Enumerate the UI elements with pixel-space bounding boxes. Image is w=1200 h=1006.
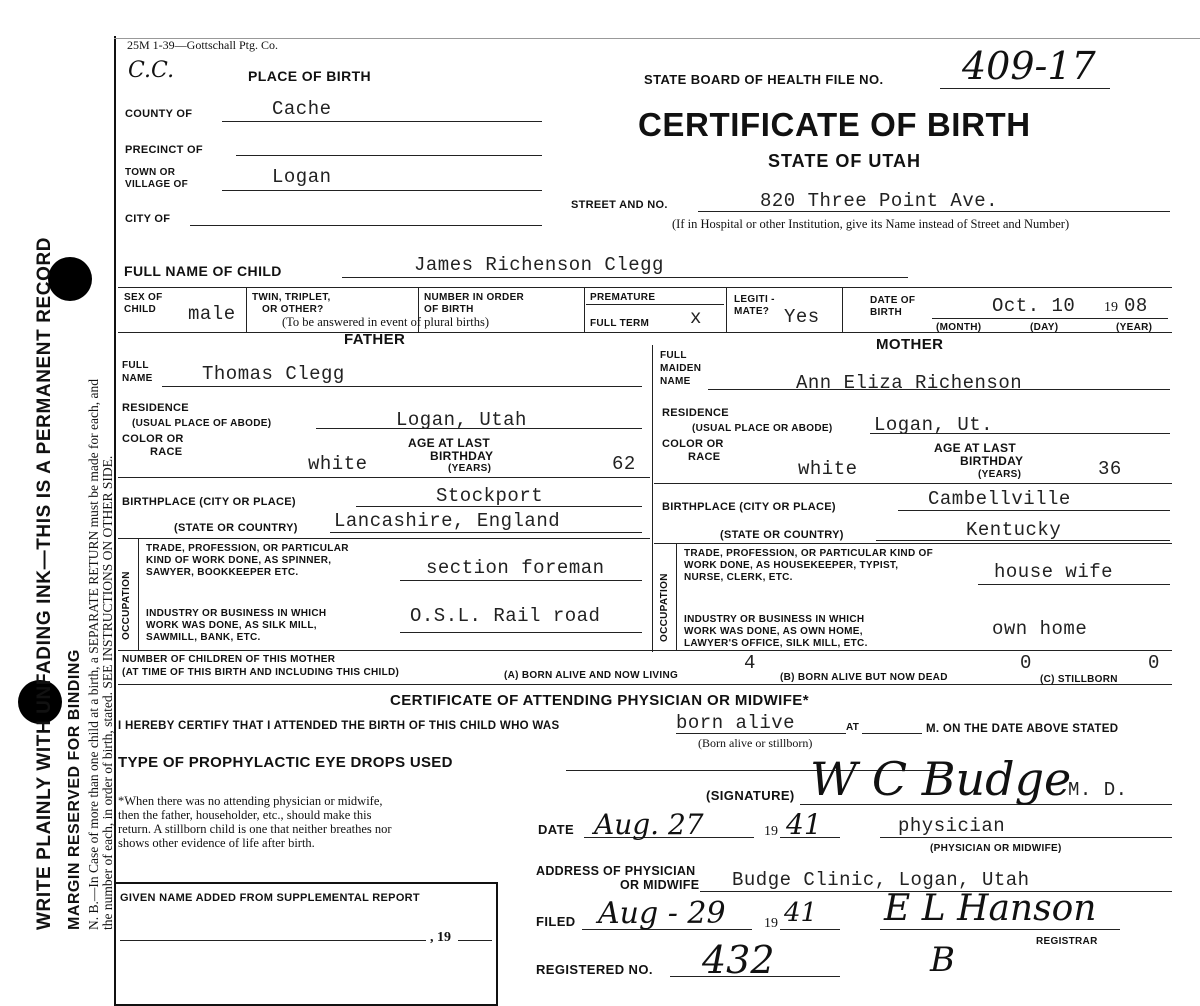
filed-label: FILED	[536, 914, 576, 929]
father-abode-label: (USUAL PLACE OF ABODE)	[132, 418, 272, 429]
mother-state-label: (STATE OR COUNTRY)	[720, 529, 844, 541]
day-caption: (DAY)	[1030, 322, 1059, 333]
registered-no-value: 432	[702, 938, 775, 982]
margin-note-line1: N. B.—In Case of more than one child at a birth, a SEPARATE RETURN must be made for each, and	[86, 378, 101, 930]
date-of-birth-month-day: Oct. 10	[992, 295, 1076, 317]
registrar-mark: B	[930, 940, 955, 980]
m-label: M. ON THE DATE ABOVE STATED	[926, 723, 1119, 735]
street-note: (If in Hospital or other Institution, give its Name instead of Street and Number)	[672, 217, 1070, 231]
date-of-birth-year: 08	[1124, 295, 1148, 317]
physician-signature: W C Budge	[810, 752, 1072, 806]
mother-color-label-1: COLOR OR	[662, 438, 724, 450]
certify-text: I HEREBY CERTIFY THAT I ATTENDED THE BIRTH OF THIS CHILD WHO WAS	[118, 720, 560, 732]
father-residence-value: Logan, Utah	[396, 409, 527, 431]
footnote-line-4: shows other evidence of life after birth.	[118, 836, 315, 850]
mother-occupation-label: OCCUPATION	[659, 573, 670, 642]
father-trade-label-1: TRADE, PROFESSION, OR PARTICULAR	[146, 543, 349, 554]
margin-note-line2: the number of each, in order of birth, stated. SEE INSTRUCTIONS ON OTHER SIDE.	[100, 455, 115, 930]
registered-no-label: REGISTERED NO.	[536, 962, 653, 977]
stillborn-label: (C) STILLBORN	[1040, 674, 1118, 685]
plural-note: (To be answered in event of plural births)	[282, 315, 490, 329]
child-name-value: James Richenson Clegg	[414, 254, 664, 276]
child-name-label: FULL NAME OF CHILD	[124, 263, 282, 279]
children-label-2: (AT TIME OF THIS BIRTH AND INCLUDING THIS CHILD)	[122, 667, 400, 678]
father-industry-label-3: SAWMILL, BANK, ETC.	[146, 632, 261, 643]
mother-industry-label-2: WORK WAS DONE, AS OWN HOME,	[684, 626, 863, 637]
file-no-value: 409-17	[962, 44, 1096, 88]
premature-label: PREMATURE	[590, 292, 656, 303]
mother-color-value: white	[798, 458, 858, 480]
physician-title-value: physician	[898, 815, 1006, 837]
mother-trade-label-1: TRADE, PROFESSION, OR PARTICULAR KIND OF	[684, 548, 934, 559]
father-name-value: Thomas Clegg	[202, 363, 345, 385]
father-trade-label-3: SAWYER, BOOKKEEPER ETC.	[146, 567, 299, 578]
street-value: 820 Three Point Ave.	[760, 190, 999, 212]
date-signed-year-prefix: 19	[764, 824, 778, 839]
father-industry-label-1: INDUSTRY OR BUSINESS IN WHICH	[146, 608, 327, 619]
at-label: AT	[846, 722, 860, 733]
mother-full-label-1: FULL	[660, 350, 687, 361]
father-heading: FATHER	[344, 331, 406, 348]
father-birthplace-value: Stockport	[436, 485, 544, 507]
legitimate-label-2: MATE?	[734, 306, 770, 317]
father-full-label-1: FULL	[122, 360, 149, 371]
legitimate-value: Yes	[784, 306, 820, 328]
twin-label-2: OR OTHER?	[262, 304, 324, 315]
supplemental-year-prefix: , 19	[430, 930, 451, 945]
month-caption: (MONTH)	[936, 322, 982, 333]
mother-age-label-3: (YEARS)	[978, 469, 1022, 480]
certificate-subtitle: STATE OF UTAH	[768, 151, 921, 171]
father-age-label-3: (YEARS)	[448, 463, 492, 474]
father-occupation-label: OCCUPATION	[121, 571, 132, 640]
physician-heading: CERTIFICATE OF ATTENDING PHYSICIAN OR MIDWIFE*	[390, 692, 809, 709]
stillborn-value: 0	[1148, 652, 1160, 674]
father-full-label-2: NAME	[122, 373, 153, 384]
margin-binding-label: MARGIN RESERVED FOR BINDING	[66, 649, 83, 930]
date-of-birth-label-2: BIRTH	[870, 307, 903, 318]
order-label-1: NUMBER IN ORDER	[424, 292, 525, 303]
mother-birthplace-value: Cambellville	[928, 488, 1071, 510]
born-alive-value: 4	[744, 652, 756, 674]
sex-label-1: SEX OF	[124, 292, 163, 303]
date-signed-year: 41	[786, 808, 822, 841]
file-no-label: STATE BOARD OF HEALTH FILE NO.	[644, 72, 884, 87]
sex-value: male	[188, 303, 236, 325]
filed-date-value: Aug - 29	[598, 896, 726, 931]
twin-label-1: TWIN, TRIPLET,	[252, 292, 331, 303]
mother-trade-value: house wife	[994, 561, 1114, 583]
filed-year-prefix: 19	[764, 916, 778, 931]
now-dead-value: 0	[1020, 652, 1032, 674]
legitimate-label-1: LEGITI -	[734, 294, 775, 305]
eye-drops-label: TYPE OF PROPHYLACTIC EYE DROPS USED	[118, 754, 453, 771]
date-of-birth-label-1: DATE OF	[870, 295, 916, 306]
father-age-value: 62	[612, 453, 636, 475]
born-alive-label: (A) BORN ALIVE AND NOW LIVING	[504, 670, 679, 681]
full-term-value: x	[690, 307, 702, 329]
certificate-title: CERTIFICATE OF BIRTH	[638, 106, 1031, 143]
mother-residence-label: RESIDENCE	[662, 407, 729, 419]
father-state-value: Lancashire, England	[334, 510, 561, 532]
mother-trade-label-3: NURSE, CLERK, ETC.	[684, 572, 793, 583]
street-label: STREET AND NO.	[571, 199, 668, 211]
father-trade-value: section foreman	[426, 557, 605, 579]
sex-label-2: CHILD	[124, 304, 157, 315]
father-color-label-1: COLOR OR	[122, 433, 184, 445]
footnote-line-3: return. A stillborn child is one that neither breathes nor	[118, 822, 392, 836]
footnote-line-2: then the father, householder, etc., should make this	[118, 808, 372, 822]
mother-state-value: Kentucky	[966, 519, 1062, 541]
mother-name-value: Ann Eliza Richenson	[796, 372, 1023, 394]
registrar-signature: E L Hanson	[884, 888, 1097, 929]
date-signed-label: DATE	[538, 822, 575, 837]
date-signed-value: Aug. 27	[594, 808, 704, 841]
father-age-label-2: BIRTHDAY	[430, 449, 494, 463]
mother-color-label-2: RACE	[688, 451, 721, 463]
mother-age-label-2: BIRTHDAY	[960, 454, 1024, 468]
now-dead-label: (B) BORN ALIVE BUT NOW DEAD	[780, 672, 948, 683]
full-term-label: FULL TERM	[590, 318, 650, 329]
father-age-label-1: AGE AT LAST	[408, 436, 490, 450]
mother-trade-label-2: WORK DONE, AS HOUSEKEEPER, TYPIST,	[684, 560, 899, 571]
father-birthplace-label: BIRTHPLACE (CITY OR PLACE)	[122, 496, 296, 508]
father-state-label: (STATE OR COUNTRY)	[174, 522, 298, 534]
physician-address-value: Budge Clinic, Logan, Utah	[732, 869, 1030, 891]
md-suffix: M. D.	[1068, 779, 1128, 801]
father-color-value: white	[308, 453, 368, 475]
supplemental-label: GIVEN NAME ADDED FROM SUPPLEMENTAL REPORT	[120, 892, 420, 904]
mother-age-value: 36	[1098, 458, 1122, 480]
mother-full-label-3: NAME	[660, 376, 691, 387]
mother-birthplace-label: BIRTHPLACE (CITY OR PLACE)	[662, 501, 836, 513]
mother-industry-label-1: INDUSTRY OR BUSINESS IN WHICH	[684, 614, 865, 625]
order-label-2: OF BIRTH	[424, 304, 474, 315]
year-caption: (YEAR)	[1116, 322, 1153, 333]
address-label-1: ADDRESS OF PHYSICIAN	[536, 864, 696, 878]
father-industry-value: O.S.L. Rail road	[410, 605, 601, 627]
town-value: Logan	[272, 166, 332, 188]
mother-abode-label: (USUAL PLACE OR ABODE)	[692, 423, 833, 434]
place-of-birth-heading: PLACE OF BIRTH	[248, 68, 372, 84]
mother-industry-value: own home	[992, 618, 1088, 640]
mother-heading: MOTHER	[876, 336, 944, 353]
mother-residence-value: Logan, Ut.	[874, 414, 994, 436]
born-status-caption: (Born alive or stillborn)	[698, 736, 813, 750]
registrar-label: REGISTRAR	[1036, 936, 1098, 947]
filed-year: 41	[784, 898, 818, 928]
margin-warning: WRITE PLAINLY WITH UNFADING INK—THIS IS A PERMANENT RECORD	[34, 236, 55, 930]
signature-label: (SIGNATURE)	[706, 788, 795, 803]
father-color-label-2: RACE	[150, 446, 183, 458]
father-residence-label: RESIDENCE	[122, 402, 189, 414]
footnote-line-1: *When there was no attending physician or midwife,	[118, 794, 383, 808]
mother-age-label-1: AGE AT LAST	[934, 441, 1016, 455]
city-label: CITY OF	[125, 213, 171, 225]
father-industry-label-2: WORK WAS DONE, AS SILK MILL,	[146, 620, 317, 631]
children-label-1: NUMBER OF CHILDREN OF THIS MOTHER	[122, 654, 336, 665]
county-label: COUNTY OF	[125, 108, 193, 120]
physician-title-caption: (PHYSICIAN OR MIDWIFE)	[930, 843, 1062, 854]
date-of-birth-year-prefix: 19	[1104, 300, 1118, 315]
printer-line: 25M 1-39—Gottschall Ptg. Co.	[127, 38, 279, 52]
town-label-2: VILLAGE OF	[125, 179, 188, 190]
county-value: Cache	[272, 98, 332, 120]
father-trade-label-2: KIND OF WORK DONE, AS SPINNER,	[146, 555, 332, 566]
town-label-1: TOWN OR	[125, 167, 176, 178]
mother-industry-label-3: LAWYER'S OFFICE, SILK MILL, ETC.	[684, 638, 868, 649]
precinct-label: PRECINCT OF	[125, 144, 203, 156]
address-label-2: OR MIDWIFE	[620, 878, 700, 892]
clerk-initials: C.C.	[128, 58, 175, 83]
mother-full-label-2: MAIDEN	[660, 363, 702, 374]
born-status-value: born alive	[676, 712, 796, 734]
